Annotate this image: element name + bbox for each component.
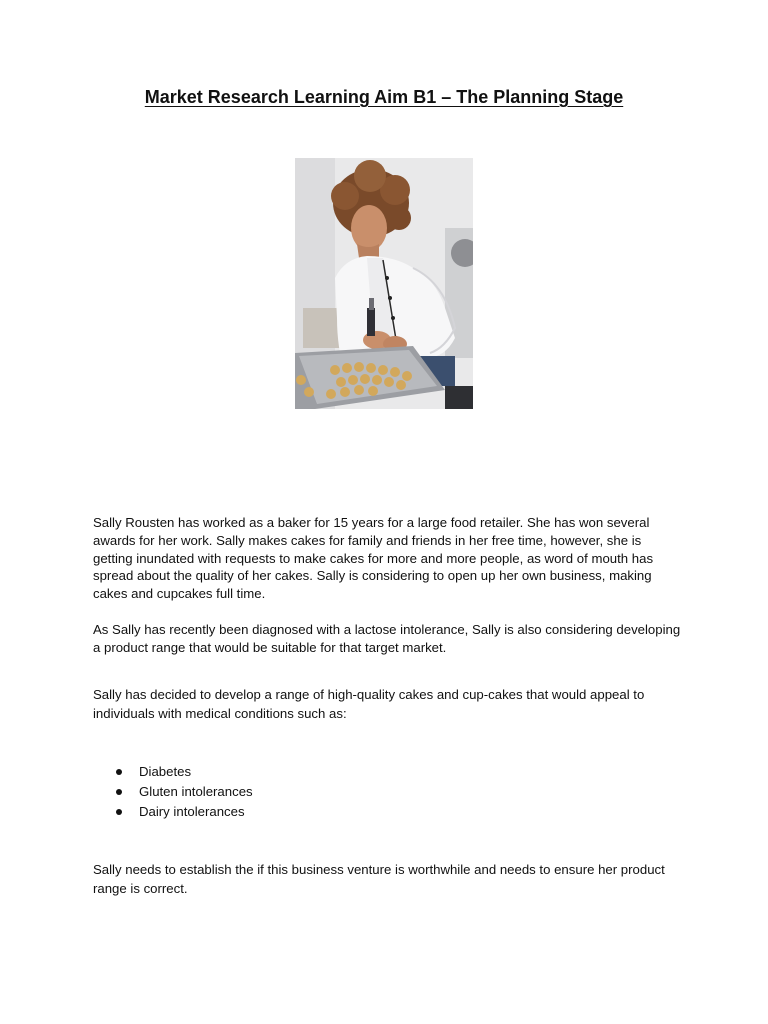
list-item bbox=[93, 782, 253, 802]
condition-label: Gluten intolerances bbox=[139, 784, 253, 799]
bullet-icon bbox=[116, 809, 122, 815]
condition-label: Diabetes bbox=[139, 764, 192, 779]
product-range-paragraph: Sally has decided to develop a range of high-quality cakes and cup-cakes that would appeal to individuals with medical conditions such as: bbox=[93, 687, 645, 721]
list-item bbox=[93, 802, 253, 822]
list-item bbox=[93, 762, 253, 782]
conditions-list bbox=[93, 762, 253, 822]
condition-label: Dairy intolerances bbox=[139, 804, 245, 819]
page-title: Market Research Learning Aim B1 – The Planning Stage bbox=[144, 87, 624, 107]
bullet-icon bbox=[116, 769, 122, 775]
lactose-paragraph: As Sally has recently been diagnosed with a lactose intolerance, Sally is also considering developing a product range that would be suitable for that target market. bbox=[93, 622, 681, 655]
baker-photo bbox=[295, 158, 473, 409]
conclusion-paragraph: Sally needs to establish the if this business venture is worthwhile and needs to ensure her product range is correct. bbox=[93, 862, 665, 896]
intro-paragraph: Sally Rousten has worked as a baker for 15 years for a large food retailer. She has won several awards for her work. Sally makes cakes for family and friends in her free time, however, she is getting inundated with requests to make cakes for more and more people, as word of mouth has spread about the quality of her cakes. Sally is considering to open up her own business, making cakes and cupcakes full time. bbox=[93, 515, 654, 602]
bullet-icon bbox=[116, 789, 122, 795]
